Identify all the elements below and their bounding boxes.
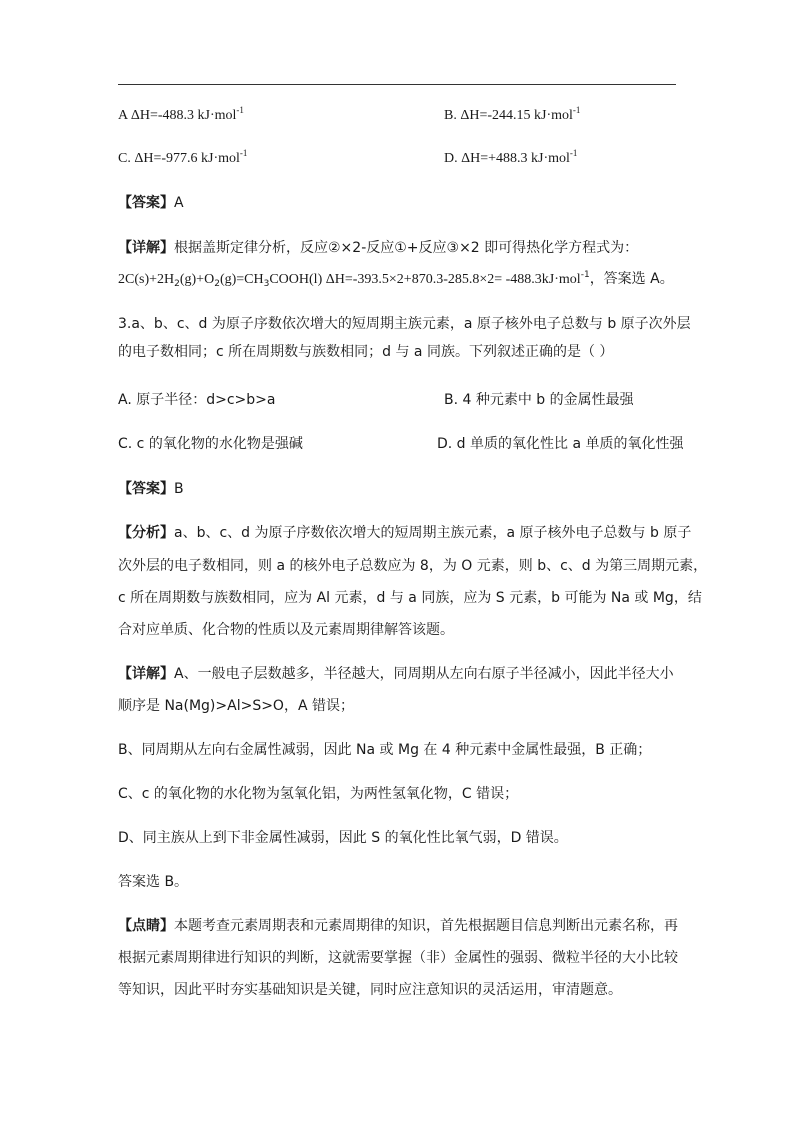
explain-tag: 【详解】 (118, 666, 174, 682)
answer-tag: 【答案】 (118, 481, 174, 497)
option-d (444, 150, 577, 168)
option-c-exp: -1 (239, 148, 248, 158)
comment-line-1 (118, 917, 678, 935)
question-3-line-2: 的电子数相同；c 所在周期数与族数相同；d 与 a 同族。下列叙述正确的是（ ） (118, 344, 614, 360)
explain-3-b: B、同周期从左向右金属性减弱，因此 Na 或 Mg 在 4 种元素中金属性最强，B 正确； (118, 742, 652, 758)
conclusion: 答案选 B。 (118, 874, 189, 890)
explain-1 (118, 239, 638, 257)
option-a-label: A (118, 108, 128, 123)
analysis-tag: 【分析】 (118, 525, 174, 541)
option-d-exp: -1 (569, 148, 578, 158)
eq-part-3: (g)=CH (219, 272, 264, 287)
option-d-value: ΔH=+488.3 kJ·mol (461, 151, 570, 166)
eq-part-4: COOH(l) ΔH=-393.5×2+870.3-285.8×2= -488.3kJ·mol (269, 272, 581, 287)
eq-sub-3: 3 (263, 279, 270, 289)
explain-3-line-2: 顺序是 Na(Mg)>Al>S>O，A 错误； (118, 698, 354, 714)
option-c-label: C. (118, 151, 131, 166)
answer-value: A (174, 195, 184, 211)
option-c-value: ΔH=-977.6 kJ·mol (134, 151, 240, 166)
option-b (444, 107, 580, 125)
explain-3-d: D、同主族从上到下非金属性减弱，因此 S 的氧化性比氧气弱，D 错误。 (118, 830, 568, 846)
q3-option-b: B. 4 种元素中 b 的金属性最强 (444, 392, 634, 408)
answer-value: B (174, 481, 184, 497)
header-rule (118, 84, 676, 85)
option-a (118, 107, 244, 125)
explain-3-c: C、c 的氧化物的水化物为氢氧化铝，为两性氢氧化物，C 错误； (118, 786, 519, 802)
question-3-line-1: 3.a、b、c、d 为原子序数依次增大的短周期主族元素，a 原子核外电子总数与 b 原子次外层 (118, 316, 691, 332)
explain-text: 根据盖斯定律分析，反应②×2-反应①+反应③×2 即可得热化学方程式为： (174, 240, 639, 256)
q3-option-a: A. 原子半径：d>c>b>a (118, 392, 276, 408)
option-b-label: B. (444, 108, 457, 123)
analysis-line-4: 合对应单质、化合物的性质以及元素周期律解答该题。 (118, 622, 454, 638)
comment-tag: 【点睛】 (118, 918, 174, 934)
analysis-line-1 (118, 524, 691, 542)
analysis-line-2: 次外层的电子数相同，则 a 的核外电子总数应为 8，为 O 元素，则 b、c、d 为第三周期元素， (118, 558, 708, 574)
option-b-value: ΔH=-244.15 kJ·mol (460, 108, 573, 123)
analysis-text: a、b、c、d 为原子序数依次增大的短周期主族元素，a 原子核外电子总数与 b 原子 (174, 525, 692, 541)
answer-tag: 【答案】 (118, 195, 174, 211)
eq-part-1: 2C(s)+2H (118, 272, 175, 287)
explain-text: A、一般电子层数越多，半径越大，同周期从左向右原子半径减小，因此半径大小 (174, 666, 674, 682)
answer-3 (118, 480, 184, 498)
analysis-line-3: c 所在周期数与族数相同，应为 Al 元素，d 与 a 同族，应为 S 元素，b 可能为 Na 或 Mg，结 (118, 590, 702, 606)
option-b-exp: -1 (572, 105, 581, 115)
answer-1 (118, 194, 184, 212)
comment-line-3: 等知识，因此平时夯实基础知识是关键，同时应注意知识的灵活运用，审清题意。 (118, 982, 622, 998)
eq-exp: -1 (580, 270, 590, 280)
comment-text: 本题考查元素周期表和元素周期律的知识，首先根据题目信息判断出元素名称，再 (174, 918, 678, 934)
option-a-value: ΔH=-488.3 kJ·mol (130, 108, 237, 123)
option-d-label: D. (444, 151, 458, 166)
eq-sub-1: 2 (174, 279, 180, 289)
explain-3-line-1 (118, 665, 674, 683)
thermo-equation (118, 270, 674, 289)
comment-line-2: 根据元素周期律进行知识的判断，这就需要掌握（非）金属性的强弱、微粒半径的大小比较 (118, 950, 678, 966)
q3-option-c: C. c 的氧化物的水化物是强碱 (118, 436, 303, 452)
eq-sub-2: 2 (214, 279, 220, 289)
option-c (118, 150, 247, 168)
eq-part-2: (g)+O (179, 272, 215, 287)
option-a-exp: -1 (236, 105, 244, 115)
q3-option-d: D. d 单质的氧化性比 a 单质的氧化性强 (437, 436, 684, 452)
explain-tag: 【详解】 (118, 240, 174, 256)
eq-tail: ，答案选 A。 (589, 271, 674, 287)
